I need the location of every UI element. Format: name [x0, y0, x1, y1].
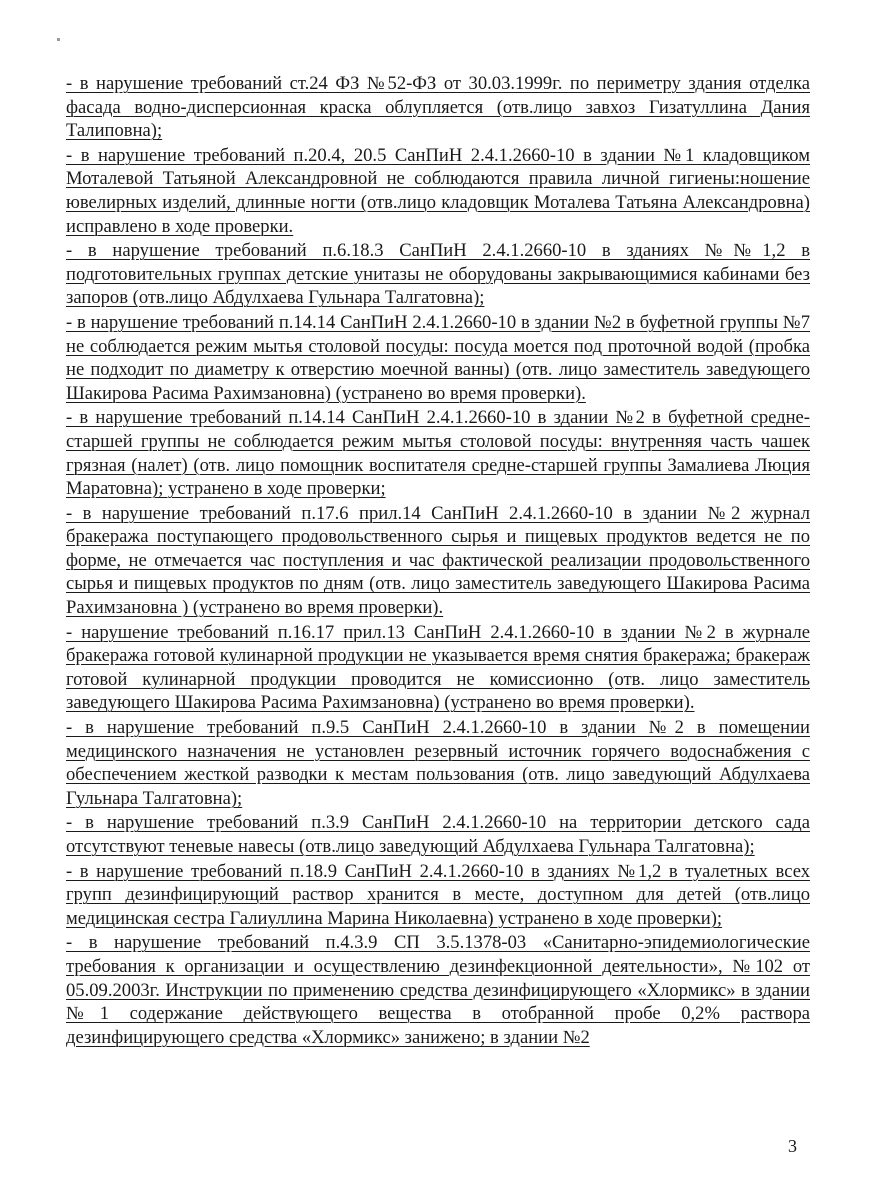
violation-item: - в нарушение требований п.6.18.3 СанПиН 2.4.1.2660-10 в зданиях №№1,2 в подготовительных группах детские унитазы не оборудованы закрывающимися кабинами без запоров (отв.лицо Абдулхаева Гульнара Талгатовна); — [66, 240, 810, 309]
violation-item: - в нарушение требований п.4.3.9 СП 3.5.1378-03 «Санитарно-эпидемиологические требования к организации и осуществлению дезинфекционной деятельности», №102 от 05.09.2003г. Инструкции по применению средства дезинфицирующего «Хлормикс» в здании №1 содержание действующего вещества в отобранной пробе 0,2% раствора дезинфицирующего средства «Хлормикс» занижено; в здании №2 — [66, 932, 810, 1048]
violation-item: - в нарушение требований п.17.6 прил.14 СанПиН 2.4.1.2660-10 в здании №2 журнал бракеража поступающего продовольственного сырья и пищевых продуктов ведется не по форме, не отмечается час поступления и час фактической реализации продовольственного сырья и пищевых продуктов по дням (отв. лицо заместитель заведующего Шакирова Расима Рахимзановна ) (устранено во время проверки). — [66, 502, 810, 619]
violation-item: - в нарушение требований п.14.14 СанПиН 2.4.1.2660-10 в здании №2 в буфетной средне-старшей группы не соблюдается режим мытья столовой посуды: внутренняя часть чашек грязная (налет) (отв. лицо помощник воспитателя средне-старшей группы Замалиева Люция Маратовна); устранено в ходе проверки; — [66, 407, 810, 500]
violation-item: - в нарушение требований п.3.9 СанПиН 2.4.1.2660-10 на территории детского сада отсутствуют теневые навесы (отв.лицо заведующий Абдулхаева Гульнара Талгатовна); — [66, 812, 810, 857]
violation-item: - в нарушение требований п.20.4, 20.5 СанПиН 2.4.1.2660-10 в здании №1 кладовщиком Моталевой Татьяной Александровной не соблюдаются правила личной гигиены:ношение ювелирных изделий, длинные ногти (отв.лицо кладовщик Моталева Татьяна Александровна) исправлено в ходе проверки. — [66, 144, 810, 237]
scan-speck — [57, 38, 60, 41]
violation-item: - в нарушение требований ст.24 ФЗ №52-ФЗ от 30.03.1999г. по периметру здания отделка фасада водно-дисперсионная краска облупляется (отв.лицо завхоз Гизатуллина Дания Талиповна); — [66, 73, 810, 142]
page-number: 3 — [788, 1136, 797, 1156]
violation-item: - нарушение требований п.16.17 прил.13 СанПиН 2.4.1.2660-10 в здании №2 в журнале бракеража готовой кулинарной продукции не указывается время снятия бракеража; бракераж готовой кулинарной продукции проводится не комиссионно (отв. лицо заместитель заведующего Шакирова Расима Рахимзановна) (устранено во время проверки). — [66, 621, 810, 714]
document-body — [66, 72, 810, 1050]
violation-item: - в нарушение требований п.18.9 СанПиН 2.4.1.2660-10 в зданиях №1,2 в туалетных всех групп дезинфицирующий раствор хранится в месте, доступном для детей (отв.лицо медицинская сестра Галиуллина Марина Николаевна) устранено в ходе проверки); — [66, 860, 810, 929]
violation-item: - в нарушение требований п.9.5 СанПиН 2.4.1.2660-10 в здании №2 в помещении медицинского назначения не установлен резервный источник горячего водоснабжения с обеспечением жесткой разводки к местам пользования (отв. лицо заведующий Абдулхаева Гульнара Талгатовна); — [66, 717, 810, 809]
violation-item: - в нарушение требований п.14.14 СанПиН 2.4.1.2660-10 в здании №2 в буфетной группы №7 не соблюдается режим мытья столовой посуды: посуда моется под проточной водой (пробка не подходит по диаметру к отверстию моечной ванны) (отв. лицо заместитель заведующего Шакирова Расима Рахимзановна) (устранено во время проверки). — [66, 311, 810, 404]
